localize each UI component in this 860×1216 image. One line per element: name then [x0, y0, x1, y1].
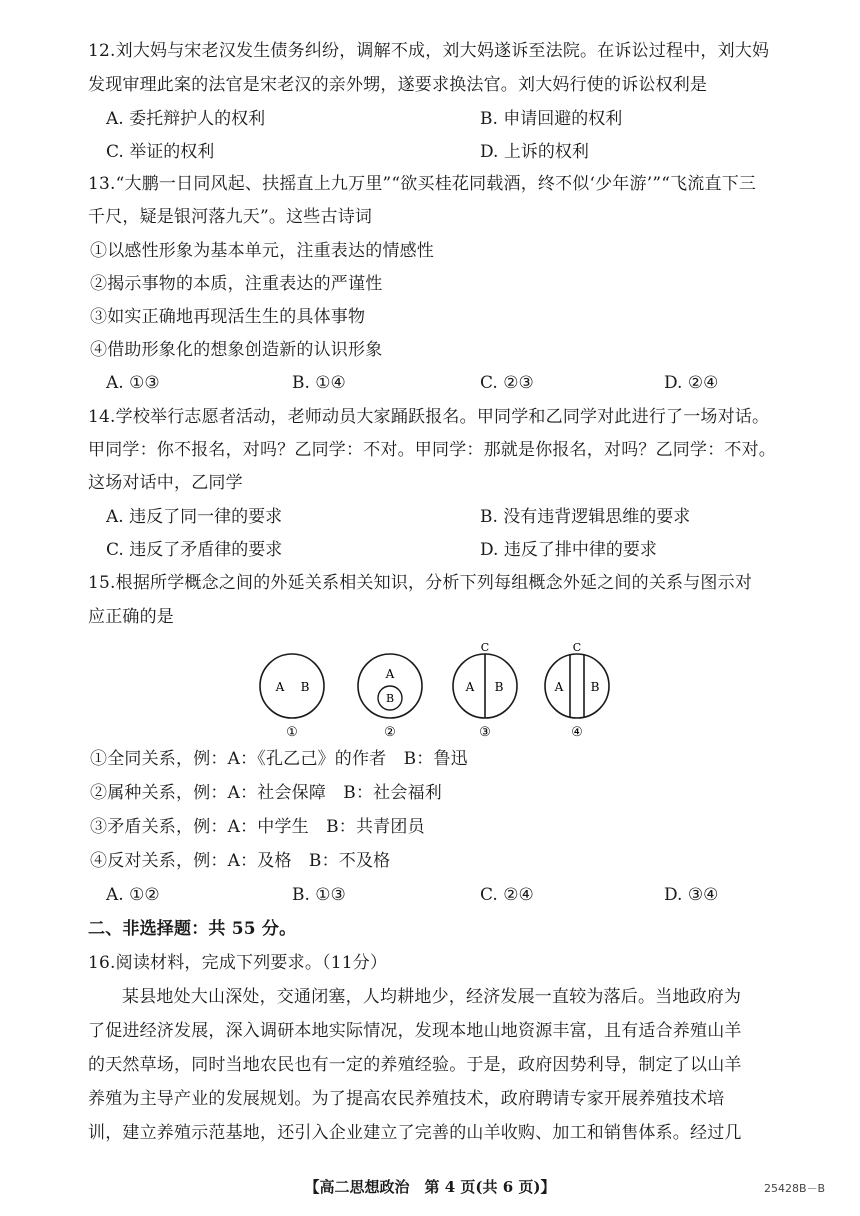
q12-option-c: C. 举证的权利 — [106, 142, 215, 162]
diagram4-label-a: A — [554, 680, 564, 694]
q12-option-d: D. 上诉的权利 — [480, 142, 589, 162]
diagram3-label-b: B — [494, 680, 504, 694]
q12-option-b: B. 申请回避的权利 — [480, 109, 623, 129]
q12-stem-line2: 发现审理此案的法官是宋老汉的亲外甥，遂要求换法官。刘大妈行使的诉讼权利是 — [88, 75, 708, 95]
diagram3-number: ③ — [479, 725, 491, 740]
q15-option-c: C. ②④ — [480, 885, 534, 905]
q12-stem-line1: 12.刘大妈与宋老汉发生债务纠纷，调解不成，刘大妈遂诉至法院。在诉讼过程中，刘大妈 — [88, 41, 770, 61]
q15-option-a: A. ①② — [106, 885, 160, 905]
q13-stem-line2: 千尺，疑是银河落九天”。这些古诗词 — [88, 207, 373, 227]
diagram-genus-species — [358, 654, 422, 740]
q14-stem-line3: 这场对话中，乙同学 — [88, 473, 243, 493]
section2-title: 二、非选择题：共 55 分。 — [88, 919, 297, 939]
q12-option-a: A. 委托辩护人的权利 — [106, 109, 266, 129]
q15-stem-line2: 应正确的是 — [88, 607, 174, 627]
diagram2-number: ② — [384, 725, 396, 740]
diagram3-label-a: A — [465, 680, 475, 694]
diagram4-label-c: C — [572, 641, 582, 654]
diagram1-label-b: B — [300, 680, 310, 694]
q16-paragraph-line3: 的天然草场，同时当地农民也有一定的养殖经验。于是，政府因势利导，制定了以山羊 — [88, 1055, 742, 1075]
q15-item-2: ②属种关系，例：A：社会保障 B：社会福利 — [90, 783, 442, 803]
diagram3-label-c: C — [480, 641, 490, 654]
q15-option-b: B. ①③ — [292, 885, 346, 905]
q16-paragraph-line1: 某县地处大山深处，交通闭塞，人均耕地少，经济发展一直较为落后。当地政府为 — [122, 987, 742, 1007]
q14-option-d: D. 违反了排中律的要求 — [480, 540, 657, 560]
q13-stem-line1: 13.“大鹏一日同风起、扶摇直上九万里”“欲买桂花同载酒，终不似‘少年游’”“飞流直下三 — [88, 174, 757, 194]
q14-option-a: A. 违反了同一律的要求 — [106, 507, 283, 527]
diagram1-number: ① — [286, 725, 298, 740]
q13-option-a: A. ①③ — [106, 373, 160, 393]
diagram-identity — [260, 654, 324, 740]
q13-option-c: C. ②③ — [480, 373, 534, 393]
diagram-contrary — [545, 641, 609, 740]
diagram4-number: ④ — [571, 725, 583, 740]
diagram2-label-b: B — [385, 692, 395, 705]
diagram2-label-a: A — [385, 667, 395, 681]
page-footer: 【高二思想政治 第 4 页(共 6 页)】 — [304, 1178, 556, 1196]
q15-item-4: ④反对关系，例：A：及格 B：不及格 — [90, 851, 391, 871]
q14-stem-line1: 14.学校举行志愿者活动，老师动员大家踊跃报名。甲同学和乙同学对此进行了一场对话。 — [88, 407, 770, 427]
q13-item-4: ④借助形象化的想象创造新的认识形象 — [90, 340, 383, 360]
paper-code: 25428B－B — [764, 1182, 826, 1195]
q13-option-d: D. ②④ — [664, 373, 719, 393]
diagram1-label-a: A — [275, 680, 285, 694]
q15-item-1: ①全同关系，例：A：《孔乙己》的作者 B：鲁迅 — [90, 749, 468, 769]
q13-option-b: B. ①④ — [292, 373, 346, 393]
q13-item-1: ①以感性形象为基本单元，注重表达的情感性 — [90, 241, 434, 261]
q15-stem-line1: 15.根据所学概念之间的外延关系相关知识，分析下列每组概念外延之间的关系与图示对 — [88, 573, 753, 593]
q16-stem: 16.阅读材料，完成下列要求。（11分） — [88, 953, 388, 973]
diagram4-label-b: B — [590, 680, 600, 694]
q15-item-3: ③矛盾关系，例：A：中学生 B：共青团员 — [90, 817, 425, 837]
q16-paragraph-line4: 养殖为主导产业的发展规划。为了提高农民养殖技术，政府聘请专家开展养殖技术培 — [88, 1089, 725, 1109]
q16-paragraph-line2: 了促进经济发展，深入调研本地实际情况，发现本地山地资源丰富，且有适合养殖山羊 — [88, 1021, 742, 1041]
q13-item-3: ③如实正确地再现活生生的具体事物 — [90, 307, 366, 327]
q15-concept-diagrams — [250, 638, 630, 742]
q14-option-c: C. 违反了矛盾律的要求 — [106, 540, 283, 560]
q14-option-b: B. 没有违背逻辑思维的要求 — [480, 507, 691, 527]
q13-item-2: ②揭示事物的本质，注重表达的严谨性 — [90, 274, 383, 294]
diagram-contradiction — [453, 641, 517, 740]
q16-paragraph-line5: 训，建立养殖示范基地，还引入企业建立了完善的山羊收购、加工和销售体系。经过几 — [88, 1123, 742, 1143]
q14-stem-line2: 甲同学：你不报名，对吗？乙同学：不对。甲同学：那就是你报名，对吗？乙同学：不对。 — [88, 440, 776, 460]
q15-option-d: D. ③④ — [664, 885, 719, 905]
